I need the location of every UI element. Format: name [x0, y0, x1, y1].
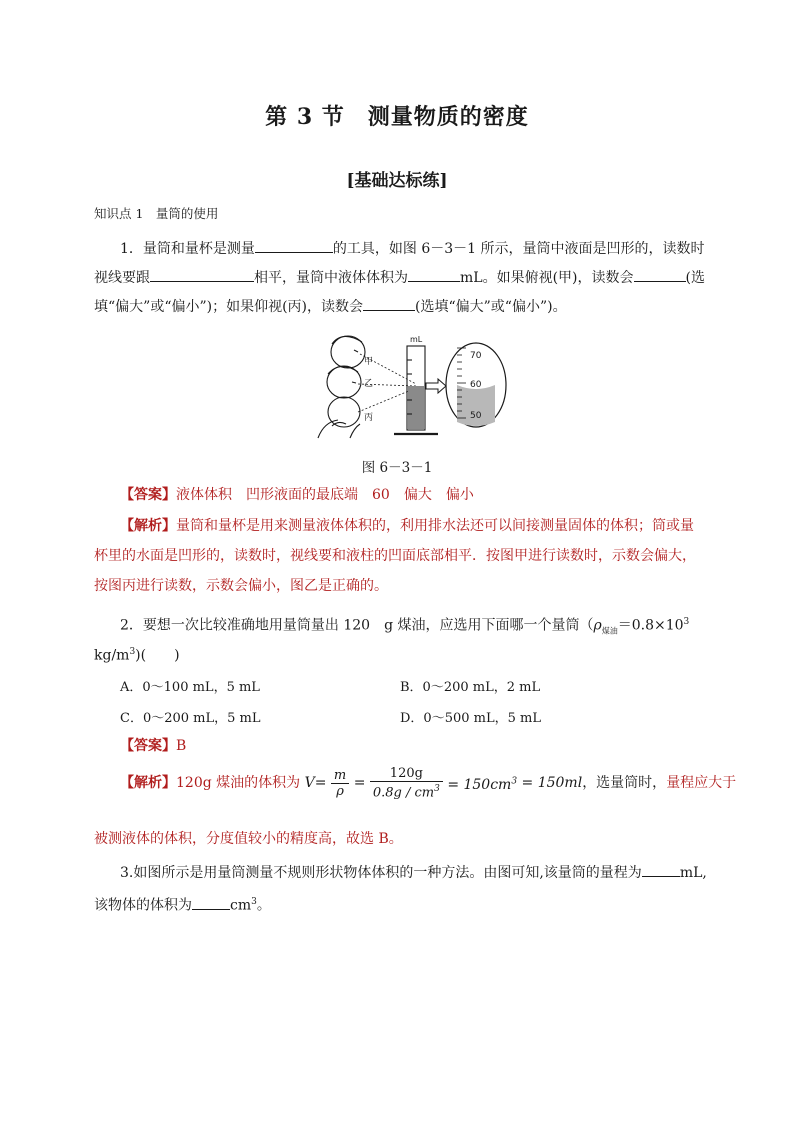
fraction-mass-over-density: $\frac{120g}{0.8g / cm^3}$: [370, 766, 443, 800]
q2-option-b[interactable]: B．0～200 mL，2 mL: [400, 680, 541, 695]
q3-line-2: 该物体的体积为 $cm^3$。: [94, 892, 271, 916]
q1-answer: 【答案】液体体积 凹形液面的最底端 60 偏大 偏小: [120, 487, 474, 503]
q3-blank-1: [642, 862, 680, 877]
q2-option-d[interactable]: D．0～500 mL，5 mL: [400, 711, 541, 726]
q1-explanation-line-1: 【解析】量筒和量杯是用来测量液体体积的，利用排水法还可以间接测量固体的体积；筒或量: [120, 518, 694, 534]
graduated-cylinder-figure: [314, 330, 514, 440]
q1-blank-1: [255, 238, 333, 253]
scale-label-70: 70: [470, 351, 482, 361]
q1-explanation-line-2: 杯里的水面是凹形的，读数时，视线要和液柱的凹面底部相平．按图甲进行读数时，示数会偏大，: [94, 548, 696, 564]
figure-caption: 图 6－3－1: [361, 460, 433, 476]
q1-blank-2: [150, 267, 254, 282]
q2-explanation-line-2: 被测液体的体积，分度值较小的精度高，故选 B。: [94, 831, 403, 847]
q3-line-1: 3.如图所示是用量筒测量不规则形状物体体积的一种方法。由图可知,该量筒的量程为 mL,: [120, 862, 707, 883]
graduated-cylinder: [394, 346, 438, 434]
label-bing: 丙: [364, 413, 374, 423]
label-yi: 乙: [364, 379, 374, 389]
q1-blank-5: [363, 296, 415, 311]
scale-label-60: 60: [470, 380, 482, 390]
q1-blank-4: [634, 267, 686, 282]
q1-line-3: 填“偏大”或“偏小”)；如果仰视(丙)，读数会 (选填“偏大”或“偏小”)。: [94, 296, 567, 317]
q2-line-1: 2．要想一次比较准确地用量筒量出 120 g 煤油，应选用下面哪一个量筒（$\rho_{煤油}=0.8\times 10^3$: [120, 617, 690, 636]
q2-option-a[interactable]: A．0～100 mL，5 mL: [120, 680, 260, 695]
q2-answer: 【答案】B: [120, 738, 187, 754]
scale-label-50: 50: [470, 411, 482, 421]
zoom-arrow-icon: [426, 379, 446, 393]
section-subtitle: [基础达标练]: [346, 171, 448, 191]
q1-line-2: 视线要跟 相平，量筒中液体体积为 mL。如果俯视(甲)，读数会 (选: [94, 267, 705, 288]
observer-heads-illustration: [318, 336, 365, 438]
q2-line-2: $kg/m^3$)( ): [94, 647, 180, 664]
knowledge-point-heading: 知识点 1 量筒的使用: [94, 206, 219, 221]
label-jia: 甲: [364, 357, 374, 367]
q1-blank-3: [408, 267, 460, 282]
q2-option-c[interactable]: C．0～200 mL，5 mL: [120, 711, 261, 726]
q2-explanation-formula-line: 【解析】120g 煤油的体积为 V= $\frac{m}{\rho}$ = $\frac{120g}{0.8g / cm^3}$ = $150cm^3 = 150ml$，选量筒时，量程应大于: [120, 766, 737, 801]
fraction-m-over-rho: $\frac{m}{\rho}$: [331, 768, 349, 799]
page-title: 第 3 节 测量物质的密度: [265, 104, 529, 130]
q1-explanation-line-3: 按图丙进行读数，示数会偏小，图乙是正确的。: [94, 578, 388, 594]
q3-blank-2: [192, 895, 230, 910]
cylinder-unit-label: mL: [410, 335, 423, 344]
q1-line-1: 1．量筒和量杯是测量 的工具，如图 6－3－1 所示，量筒中液面是凹形的，读数时: [120, 238, 705, 259]
